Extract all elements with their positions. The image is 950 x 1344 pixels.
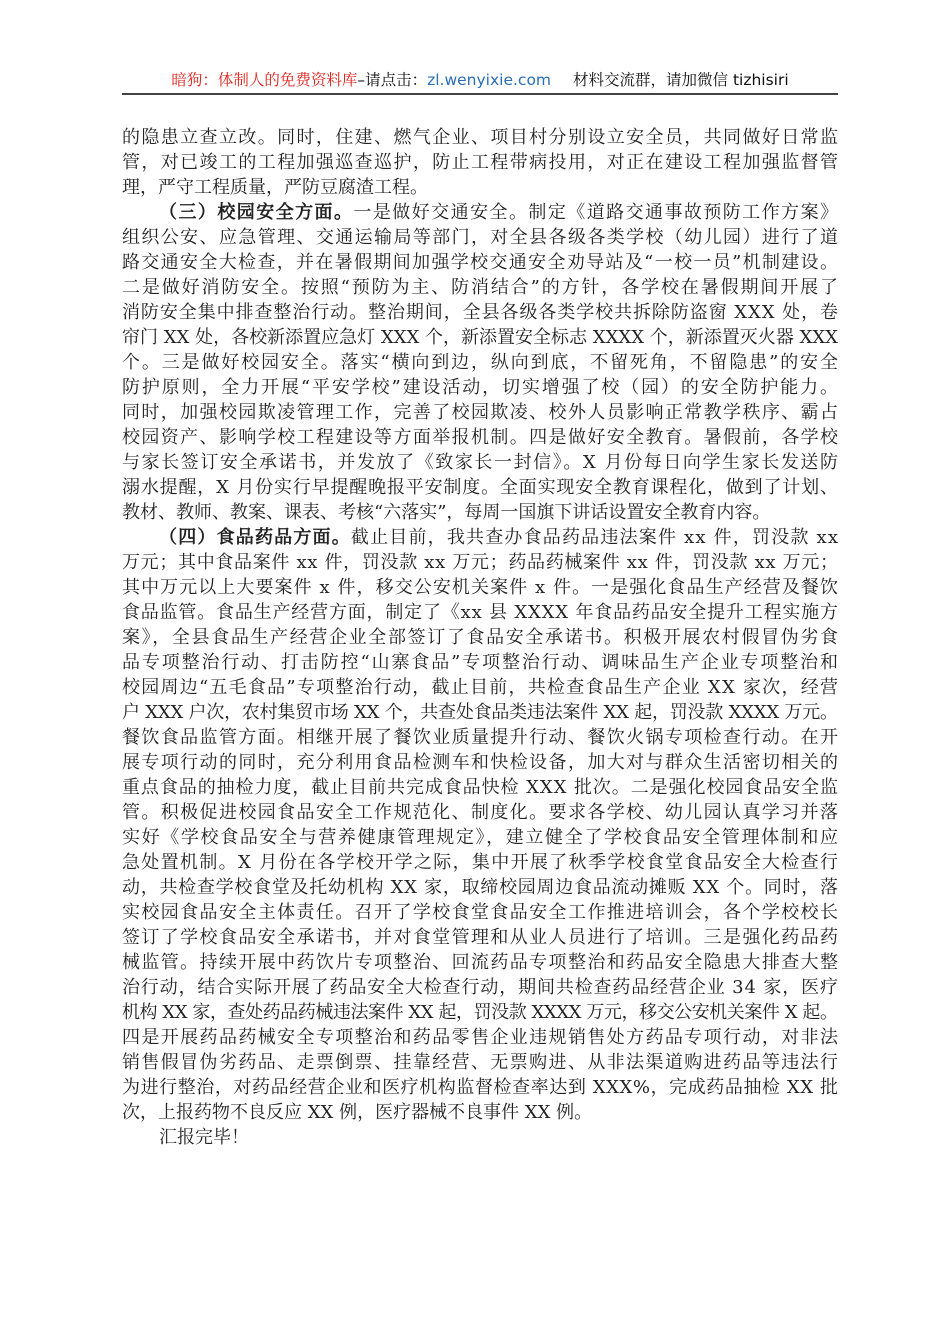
- line-text: 万元；其中食品案件 xx 件，罚没款 xx 万元；药品药械案件 xx 件，罚没款 xx 万元；: [122, 552, 839, 573]
- header-link[interactable]: zl.wenyixie.com: [427, 71, 552, 89]
- line-text: 帘门 XX 处，各校新添置应急灯 XXX 个，新添置安全标志 XXXX 个，新添置灭火器 XXX: [122, 327, 838, 348]
- text-line: [122, 375, 838, 400]
- document-body: [122, 125, 838, 1150]
- text-line: [122, 775, 838, 800]
- text-line: [122, 975, 838, 1000]
- line-text: 教材、教师、教案、课表、考核“六落实”，每周一国旗下讲话设置安全教育内容。: [122, 502, 771, 523]
- line-text: 其中万元以上大要案件 x 件，移交公安机关案件 x 件。一是强化食品生产经营及餐饮: [122, 577, 840, 598]
- paragraph: [122, 525, 838, 1125]
- header-brand: 暗狗：体制人的免费资料库: [171, 71, 358, 89]
- text-line: [122, 550, 838, 575]
- text-line: [122, 725, 838, 750]
- paragraph: [122, 1125, 838, 1150]
- line-text: 治行动，结合实际开展了药品安全大检查行动，期间共检查药品经营企业 34 家，医疗: [122, 977, 839, 998]
- line-text: 实好《学校食品安全与营养健康管理规定》，建立健全了学校食品安全管理体制和应: [122, 827, 840, 848]
- line-text: 溺水提醒，X 月份实行早提醒晚报平安制度。全面实现安全教育课程化，做到了计划、: [122, 477, 839, 498]
- line-text: 户 XXX 户次，农村集贸市场 XX 个，共查处食品类违法案件 XX 起，罚没款 XXXX 万元。: [122, 702, 838, 723]
- text-line: [122, 700, 838, 725]
- text-line: [122, 425, 838, 450]
- text-line: [122, 625, 838, 650]
- text-line: [122, 1100, 838, 1125]
- line-text: 案》，全县食品生产经营企业全部签订了食品安全承诺书。积极开展农村假冒伪劣食: [122, 627, 840, 648]
- line-text: 汇报完毕！: [159, 1127, 249, 1148]
- line-text: 食品监管。食品生产经营方面，制定了《xx 县 XXXX 年食品药品安全提升工程实施方: [122, 602, 839, 623]
- line-text: 一是做好交通安全。制定《道路交通事故预防工作方案》: [353, 202, 840, 223]
- text-line: [122, 1025, 838, 1050]
- header-contact: 材料交流群，请加微信 tizhisiri: [573, 71, 789, 89]
- line-text: 急处置机制。X 月份在各学校开学之际，集中开展了秋季学校食堂食品安全大检查行: [122, 852, 840, 873]
- line-text: 同时，加强校园欺凌管理工作，完善了校园欺凌、校外人员影响正常教学秩序、霸占: [122, 402, 840, 423]
- text-line: [122, 125, 838, 150]
- header-divider: [122, 93, 838, 95]
- line-text: 动，共检查学校食堂及托幼机构 XX 家，取缔校园周边食品流动摊贩 XX 个。同时，落: [122, 877, 839, 898]
- text-line: [122, 500, 838, 525]
- line-text: 理，严守工程质量，严防豆腐渣工程。: [122, 177, 428, 198]
- text-line: [122, 200, 838, 225]
- text-line: [122, 475, 838, 500]
- text-line: [122, 600, 838, 625]
- text-line: [122, 275, 838, 300]
- line-text: 的隐患立查立改。同时，住建、燃气企业、项目村分别设立安全员，共同做好日常监: [122, 127, 840, 148]
- line-text: 二是做好消防安全。按照“预防为主、防消结合”的方针，各学校在暑假期间开展了: [122, 277, 840, 298]
- text-line: [122, 675, 838, 700]
- line-text: 管。积极促进校园食品安全工作规范化、制度化。要求各学校、幼儿园认真学习并落: [122, 802, 840, 823]
- line-text: 四是开展药品药械安全专项整治和药品零售企业违规销售处方药品专项行动，对非法: [122, 1027, 840, 1048]
- text-line: [122, 950, 838, 975]
- line-text: 签订了学校食品安全承诺书，并对食堂管理和从业人员进行了培训。三是强化药品药: [122, 927, 840, 948]
- line-text: 消防安全集中排查整治行动。整治期间，全县各级各类学校共拆除防盗窗 XXX 处，卷: [122, 302, 839, 323]
- paragraph: [122, 125, 838, 200]
- text-line: [122, 300, 838, 325]
- section-heading: （三）校园安全方面。: [159, 202, 354, 223]
- paragraph: [122, 200, 838, 525]
- text-line: [122, 350, 838, 375]
- text-line: [122, 150, 838, 175]
- line-text: 管，对已竣工的工程加强巡查巡护，防止工程带病投用，对正在建设工程加强监督管: [122, 152, 840, 173]
- text-line: [122, 400, 838, 425]
- text-line: [122, 1000, 838, 1025]
- line-text: 展专项行动的同时，充分利用食品检测车和快检设备，加大对与群众生活密切相关的: [122, 752, 840, 773]
- line-text: 个。三是做好校园安全。落实“横向到边，纵向到底，不留死角，不留隐患”的安全: [122, 352, 840, 373]
- text-line: [122, 1125, 838, 1150]
- line-text: 校园周边“五毛食品”专项整治行动，截止目前，共检查食品生产企业 XX 家次，经营: [122, 677, 840, 698]
- line-text: 实校园食品安全主体责任。召开了学校食堂食品安全工作推进培训会，各个学校校长: [122, 902, 840, 923]
- text-line: [122, 325, 838, 350]
- line-text: 销售假冒伪劣药品、走票倒票、挂靠经营、无票购进、从非法渠道购进药品等违法行: [122, 1052, 840, 1073]
- text-line: [122, 175, 838, 200]
- line-text: 餐饮食品监管方面。相继开展了餐饮业质量提升行动、餐饮火锅专项检查行动。在开: [122, 727, 840, 748]
- text-line: [122, 750, 838, 775]
- line-text: 品专项整治行动、打击防控“山寨食品”专项整治行动、调味品生产企业专项整治和: [122, 652, 840, 673]
- line-text: 重点食品的抽检力度，截止目前共完成食品快检 XXX 批次。二是强化校园食品安全监: [122, 777, 839, 798]
- text-line: [122, 450, 838, 475]
- line-text: 为进行整治，对药品经营企业和医疗机构监督检查率达到 XXX%，完成药品抽检 XX 批: [122, 1077, 839, 1098]
- text-line: [122, 650, 838, 675]
- line-text: 防护原则，全力开展“平安学校”建设活动，切实增强了校（园）的安全防护能力。: [122, 377, 840, 398]
- watermark-header: [122, 68, 838, 90]
- text-line: [122, 250, 838, 275]
- text-line: [122, 925, 838, 950]
- text-line: [122, 525, 838, 550]
- text-line: [122, 575, 838, 600]
- text-line: [122, 900, 838, 925]
- line-text: 截止目前，我共查办食品药品违法案件 xx 件，罚没款 xx: [350, 527, 840, 548]
- section-heading: （四）食品药品方面。: [159, 527, 351, 548]
- line-text: 与家长签订安全承诺书，并发放了《致家长一封信》。X 月份每日向学生家长发送防: [122, 452, 840, 473]
- line-text: 校园资产、影响学校工程建设等方面举报机制。四是做好安全教育。暑假前，各学校: [122, 427, 840, 448]
- text-line: [122, 850, 838, 875]
- line-text: 械监管。持续开展中药饮片专项整治、回流药品专项整治和药品安全隐患大排查大整: [122, 952, 840, 973]
- text-line: [122, 1050, 838, 1075]
- text-line: [122, 225, 838, 250]
- line-text: 次，上报药物不良反应 XX 例，医疗器械不良事件 XX 例。: [122, 1102, 593, 1123]
- text-line: [122, 800, 838, 825]
- text-line: [122, 825, 838, 850]
- text-line: [122, 875, 838, 900]
- line-text: 机构 XX 家，查处药品药械违法案件 XX 起，罚没款 XXXX 万元，移交公安机关案件 X 起。: [122, 1002, 838, 1023]
- line-text: 组织公安、应急管理、交通运输局等部门，对全县各级各类学校（幼儿园）进行了道: [122, 227, 840, 248]
- header-prompt: –请点击：: [357, 71, 428, 89]
- line-text: 路交通安全大检查，并在暑假期间加强学校交通安全劝导站及“一校一员”机制建设。: [122, 252, 840, 273]
- text-line: [122, 1075, 838, 1100]
